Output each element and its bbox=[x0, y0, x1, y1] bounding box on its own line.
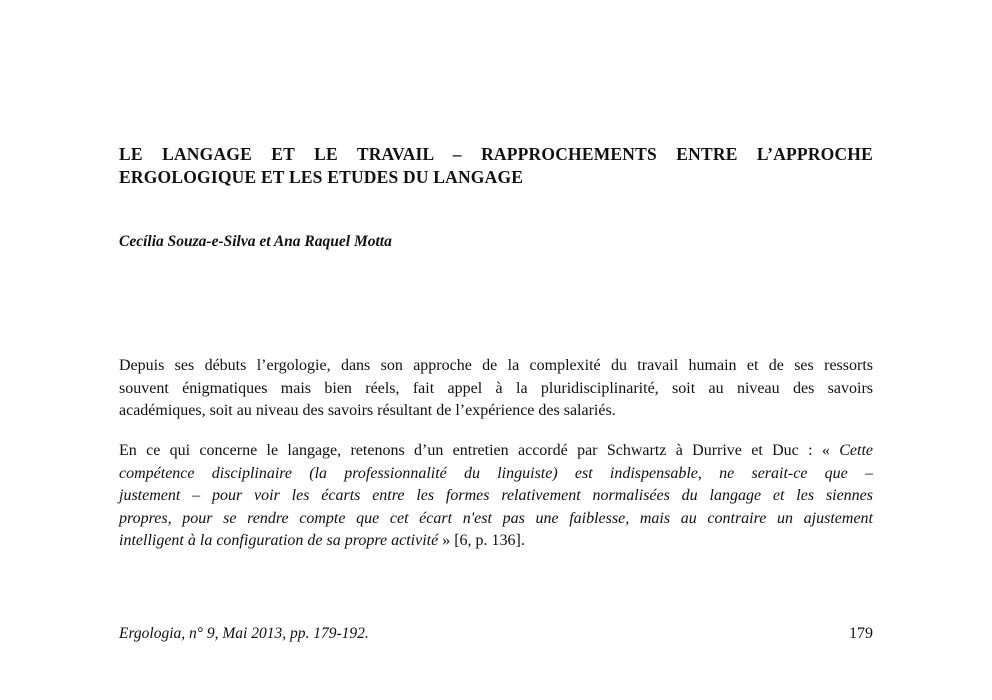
quote-text-line: justement – pour voir les écarts entre les formes relativement normalisées du langage et les siennes bbox=[119, 487, 873, 504]
article-title-line-1: LE LANGAGE ET LE TRAVAIL – RAPPROCHEMENTS ENTRE L’APPROCHE bbox=[119, 144, 873, 164]
paragraph-line bbox=[119, 530, 873, 553]
article-title bbox=[119, 143, 873, 189]
paragraph-line bbox=[119, 440, 873, 463]
paragraph-line: Depuis ses débuts l’ergologie, dans son approche de la complexité du travail humain et de ses ressorts bbox=[119, 357, 873, 374]
article-title-line-2: ERGOLOGIQUE ET LES ETUDES DU LANGAGE bbox=[119, 167, 524, 187]
paragraph-line: souvent énigmatiques mais bien réels, fait appel à la pluridisciplinarité, soit au niveau des savoirs bbox=[119, 379, 873, 397]
paragraph-quote bbox=[119, 440, 873, 553]
quote-text-start: Cette bbox=[839, 442, 873, 459]
quote-citation: » [6, p. 136]. bbox=[438, 532, 525, 549]
page-number: 179 bbox=[849, 625, 873, 642]
quote-text-line: compétence disciplinaire (la professionnalité du linguiste) est indispensable, ne serait-ce que – bbox=[119, 464, 873, 482]
article-authors: Cecília Souza-e-Silva et Ana Raquel Motta bbox=[119, 233, 392, 250]
paragraph-line: académiques, soit au niveau des savoirs résultant de l’expérience des salariés. bbox=[119, 402, 616, 419]
quote-text-end: intelligent à la configuration de sa propre activité bbox=[119, 532, 439, 549]
quote-text-line: propres, pour se rendre compte que cet écart n'est pas une faiblesse, mais au contraire un ajustement bbox=[119, 509, 873, 527]
quote-intro-text: En ce qui concerne le langage, retenons d’un entretien accordé par Schwartz à Durrive et Duc : « bbox=[119, 442, 840, 459]
journal-reference: Ergologia, n° 9, Mai 2013, pp. 179-192. bbox=[119, 625, 369, 642]
paragraph-intro bbox=[119, 355, 873, 423]
